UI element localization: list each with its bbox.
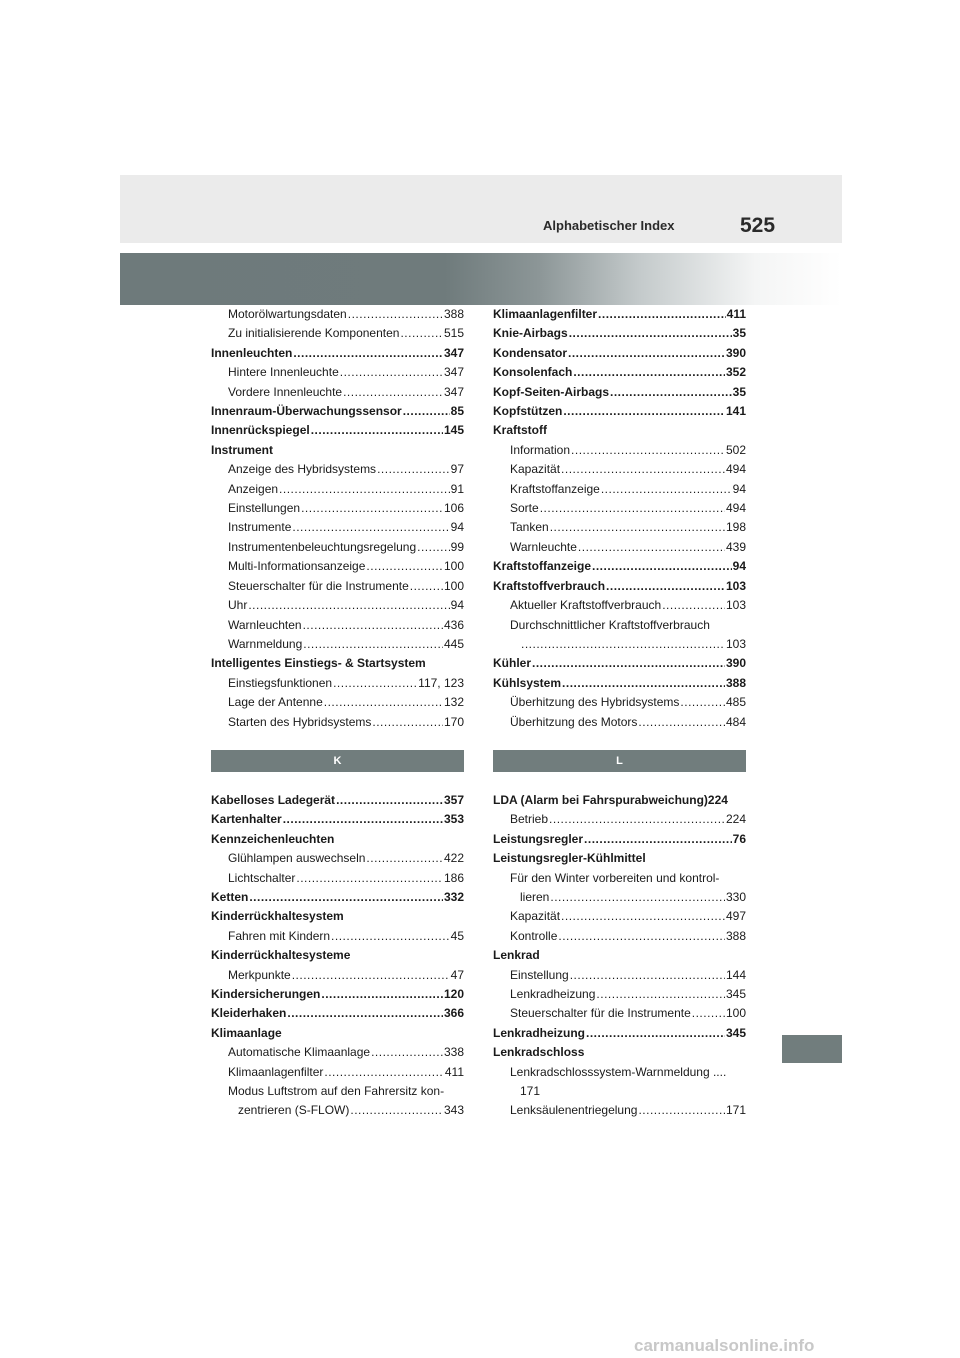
leader-dots <box>598 305 726 324</box>
leader-dots <box>279 480 450 499</box>
leader-dots <box>331 927 450 946</box>
index-entry <box>493 460 746 479</box>
index-entry <box>493 1004 746 1023</box>
page-number: 525 <box>740 214 776 237</box>
index-page-number: 35 <box>732 384 746 399</box>
leader-dots <box>610 383 732 402</box>
index-term: Lage der Antenne <box>228 695 323 710</box>
index-term: Instrumentenbeleuchtungsregelung <box>228 539 417 554</box>
index-term: Tanken <box>510 520 549 535</box>
index-page-number: 94 <box>732 481 746 496</box>
index-term: Anzeige des Hybridsystems <box>228 462 377 477</box>
index-page-number: 171 <box>725 1103 746 1118</box>
index-term: Kapazität <box>510 462 561 477</box>
index-term: 171 <box>520 1084 541 1099</box>
index-entry <box>211 596 464 615</box>
leader-dots <box>540 499 725 518</box>
index-page-number: 439 <box>725 539 746 554</box>
leader-dots <box>662 596 725 615</box>
leader-dots <box>570 966 725 985</box>
index-entry <box>211 927 464 946</box>
index-entry <box>211 830 464 849</box>
index-page-number: 388 <box>725 928 746 943</box>
index-entry <box>493 499 746 518</box>
leader-dots <box>549 810 725 829</box>
index-entry <box>493 596 746 615</box>
index-term: Intelligentes Einstiegs- & Startsystem <box>211 656 426 671</box>
letter-heading-k: K <box>211 750 464 772</box>
index-entry <box>211 888 464 907</box>
index-term: Für den Winter vorbereiten und kontrol- <box>510 870 720 885</box>
index-term: Überhitzung des Hybridsystems <box>510 695 680 710</box>
index-page-number: 494 <box>725 501 746 516</box>
index-entry <box>493 849 746 868</box>
leader-dots <box>311 421 443 440</box>
entry-list <box>493 791 746 1121</box>
leader-dots <box>606 577 725 596</box>
index-entry <box>211 402 464 421</box>
index-entry <box>211 305 464 324</box>
index-term: Klimaanlagenfilter <box>493 307 598 321</box>
index-entry <box>493 1063 746 1082</box>
index-entry <box>211 460 464 479</box>
index-term: Zu initialisierende Komponenten <box>228 326 400 341</box>
index-term: Kindersicherungen <box>211 987 321 1001</box>
index-page-number: 422 <box>443 851 464 866</box>
index-term: Lenkrad <box>493 948 540 963</box>
index-entry <box>493 480 746 499</box>
index-entry <box>211 674 464 693</box>
leader-dots <box>592 557 732 576</box>
index-term: Kondensator <box>493 345 568 360</box>
index-page-number: 224 <box>725 812 746 827</box>
index-page-number: 366 <box>443 1006 464 1021</box>
index-entry <box>493 830 746 849</box>
index-term: Einstellungen <box>228 501 301 516</box>
leader-dots <box>584 830 732 849</box>
leader-dots <box>550 518 725 537</box>
leader-dots <box>573 363 725 382</box>
index-term: Aktueller Kraftstoffverbrauch <box>510 598 662 613</box>
index-term: Innenraum-Überwachungssensor <box>211 404 402 419</box>
index-entry <box>493 791 746 810</box>
index-entry <box>211 616 464 635</box>
index-page-number: 91 <box>450 481 464 496</box>
index-entry <box>493 518 746 537</box>
index-page-number: 494 <box>725 462 746 477</box>
index-entry <box>493 869 746 888</box>
index-page-number: 347 <box>443 365 464 380</box>
index-entry <box>493 1024 746 1043</box>
leader-dots <box>558 927 725 946</box>
index-entry <box>211 1063 464 1082</box>
index-term: Vordere Innenleuchte <box>228 384 343 399</box>
index-entry <box>211 324 464 343</box>
leader-dots <box>248 596 449 615</box>
index-entry <box>211 480 464 499</box>
index-entry <box>211 907 464 926</box>
index-term: LDA (Alarm bei Fahrspurabweichung)224 <box>493 792 728 807</box>
index-entry <box>493 538 746 557</box>
leader-dots <box>293 344 443 363</box>
index-page-number: 170 <box>443 714 464 729</box>
index-entry <box>211 966 464 985</box>
entry-list <box>493 305 746 732</box>
index-entry <box>211 441 464 460</box>
index-term: Kontrolle <box>510 928 558 943</box>
index-page-number: 144 <box>725 967 746 982</box>
index-entry <box>493 713 746 732</box>
index-term: Uhr <box>228 598 248 613</box>
index-term: Kinderrückhaltesystem <box>211 909 344 924</box>
leader-dots <box>336 791 443 810</box>
leader-dots <box>350 1101 443 1120</box>
leader-dots <box>324 693 443 712</box>
leader-dots <box>532 654 725 673</box>
index-entry <box>493 635 746 654</box>
index-term: Fahren mit Kindern <box>228 928 331 943</box>
index-page-number: 97 <box>450 462 464 477</box>
index-term: Lenkradheizung <box>493 1025 586 1040</box>
index-page-number: 332 <box>443 889 464 904</box>
index-entry <box>493 927 746 946</box>
index-term: Konsolenfach <box>493 365 573 380</box>
leader-dots <box>303 616 443 635</box>
index-entry <box>211 557 464 576</box>
index-entry <box>211 946 464 965</box>
leader-dots <box>550 888 725 907</box>
index-page-number: 345 <box>725 1025 746 1040</box>
index-page-number: 445 <box>443 636 464 651</box>
index-page-number: 100 <box>443 578 464 593</box>
index-page-number: 330 <box>725 889 746 904</box>
index-page-number: 388 <box>725 675 746 690</box>
index-page-number: 117, 123 <box>418 675 464 690</box>
index-term: Warnleuchten <box>228 617 302 632</box>
index-page-number: 390 <box>725 656 746 671</box>
index-term: Sorte <box>510 501 539 516</box>
index-entry <box>211 1082 464 1101</box>
index-term: Multi-Informationsanzeige <box>228 559 366 574</box>
index-column-right <box>493 305 746 1121</box>
index-page-number: 94 <box>732 559 746 574</box>
leader-dots <box>324 1063 443 1082</box>
index-entry <box>493 1082 746 1101</box>
index-term: Leistungsregler-Kühlmittel <box>493 851 646 866</box>
index-term: Betrieb <box>510 812 549 827</box>
index-term: Warnmeldung <box>228 636 303 651</box>
index-page-number: 357 <box>443 792 464 807</box>
index-entry <box>493 324 746 343</box>
index-page-number: 99 <box>450 539 464 554</box>
index-term: Innenrückspiegel <box>211 423 310 438</box>
leader-dots <box>569 324 732 343</box>
header-band <box>120 175 842 243</box>
index-page-number: 388 <box>443 307 464 321</box>
index-term: Merkpunkte <box>228 967 291 982</box>
chapter-side-tab <box>782 1035 842 1063</box>
index-term: Kraftstoffverbrauch <box>493 578 606 593</box>
index-page-number: 120 <box>443 987 464 1001</box>
index-entry <box>211 810 464 829</box>
index-term: Kühler <box>493 656 532 671</box>
index-term: Durchschnittlicher Kraftstoffverbrauch <box>510 617 710 632</box>
index-term: Überhitzung des Motors <box>510 714 638 729</box>
index-entry <box>211 518 464 537</box>
index-page-number: 76 <box>732 831 746 846</box>
leader-dots <box>561 907 725 926</box>
leader-dots <box>562 674 725 693</box>
index-entry <box>211 344 464 363</box>
index-term: Kopfstützen <box>493 404 563 419</box>
index-entry <box>493 654 746 673</box>
leader-dots <box>417 538 450 557</box>
leader-dots <box>287 1004 443 1023</box>
index-page-number: 390 <box>725 345 746 360</box>
index-entry <box>211 635 464 654</box>
index-entry <box>493 674 746 693</box>
leader-dots <box>568 344 725 363</box>
index-term: Instrument <box>211 442 274 457</box>
index-entry <box>493 966 746 985</box>
leader-dots <box>366 557 443 576</box>
index-page-number: 103 <box>725 598 746 613</box>
index-entry <box>211 363 464 382</box>
index-entry <box>493 616 746 635</box>
index-page-number: 515 <box>443 326 464 341</box>
index-entry <box>211 693 464 712</box>
index-term: Warnleuchte <box>510 539 577 554</box>
index-term: Information <box>510 442 571 457</box>
watermark: carmanualsonline.info <box>634 1336 815 1355</box>
leader-dots <box>292 966 450 985</box>
index-term: Lenkradschlosssystem-Warnmeldung .... <box>510 1064 727 1079</box>
leader-dots <box>283 810 443 829</box>
index-page-number: 411 <box>444 1064 464 1079</box>
leader-dots <box>343 383 443 402</box>
index-page-number: 347 <box>443 345 464 360</box>
index-term: Glühlampen auswechseln <box>228 851 366 866</box>
index-page-number: 47 <box>450 967 464 982</box>
index-term: Kühlsystem <box>493 675 562 690</box>
index-term: Lenkradheizung <box>510 987 596 1001</box>
index-entry <box>493 985 746 1004</box>
index-entry <box>493 441 746 460</box>
index-entry <box>493 363 746 382</box>
index-page-number: 141 <box>725 404 746 419</box>
index-page-number: 100 <box>443 559 464 574</box>
section-title: Alphabetischer Index <box>543 218 675 233</box>
index-entry <box>211 654 464 673</box>
leader-dots <box>348 305 443 324</box>
index-page-number: 106 <box>443 501 464 516</box>
index-term: lieren <box>520 889 550 904</box>
leader-dots <box>303 635 443 654</box>
index-page-number: 145 <box>443 423 464 438</box>
leader-dots <box>638 713 725 732</box>
index-term: Starten des Hybridsystems <box>228 714 372 729</box>
leader-dots <box>410 577 443 596</box>
index-entry <box>493 557 746 576</box>
index-entry <box>493 577 746 596</box>
leader-dots <box>521 635 725 654</box>
leader-dots <box>638 1101 725 1120</box>
index-term: Motorölwartungsdaten <box>228 307 347 321</box>
leader-dots <box>680 693 725 712</box>
leader-dots <box>292 518 449 537</box>
leader-dots <box>403 402 450 421</box>
index-term: Kraftstoff <box>493 423 547 438</box>
index-entry <box>493 383 746 402</box>
index-entry <box>493 888 746 907</box>
leader-dots <box>333 674 417 693</box>
index-entry <box>211 499 464 518</box>
leader-dots <box>372 713 443 732</box>
index-entry <box>493 305 746 324</box>
index-page-number: 132 <box>443 695 464 710</box>
leader-dots <box>586 1024 725 1043</box>
entry-list <box>211 791 464 1121</box>
index-entry <box>211 869 464 888</box>
index-page-number: 35 <box>732 326 746 341</box>
index-page-number: 497 <box>725 909 746 924</box>
leader-dots <box>340 363 443 382</box>
leader-dots <box>578 538 725 557</box>
index-term: Hintere Innenleuchte <box>228 365 339 380</box>
index-term: Steuerschalter für die Instrumente <box>228 578 409 593</box>
index-entry <box>493 1043 746 1062</box>
leader-dots <box>563 402 725 421</box>
index-entry <box>211 713 464 732</box>
index-term: Kraftstoffanzeige <box>493 559 592 574</box>
leader-dots <box>400 324 443 343</box>
leader-dots <box>561 460 725 479</box>
index-page-number: 85 <box>450 404 464 419</box>
index-term: Kinderrückhaltesysteme <box>211 948 351 963</box>
index-page-number: 345 <box>725 987 746 1001</box>
index-entry <box>211 985 464 1004</box>
index-term: Steuerschalter für die Instrumente <box>510 1006 691 1021</box>
index-page-number: 198 <box>725 520 746 535</box>
index-entry <box>493 810 746 829</box>
index-entry <box>211 1004 464 1023</box>
index-term: Ketten <box>211 889 249 904</box>
index-entry <box>493 421 746 440</box>
index-page-number: 94 <box>450 520 464 535</box>
index-term: Lenksäulenentriegelung <box>510 1103 638 1118</box>
index-term: Kraftstoffanzeige <box>510 481 600 496</box>
index-page-number: 103 <box>725 636 746 651</box>
index-page-number: 100 <box>725 1006 746 1021</box>
index-term: Lichtschalter <box>228 870 296 885</box>
index-page-number: 484 <box>725 714 746 729</box>
index-page-number: 338 <box>443 1045 464 1060</box>
index-term: Kabelloses Ladegerät <box>211 792 336 807</box>
leader-dots <box>301 499 443 518</box>
index-entry <box>211 383 464 402</box>
index-page-number: 186 <box>443 870 464 885</box>
index-entry <box>493 1101 746 1120</box>
index-entry <box>211 849 464 868</box>
index-page-number: 343 <box>443 1103 464 1118</box>
index-term: Lenkradschloss <box>493 1045 585 1060</box>
index-term: Kennzeichenleuchten <box>211 831 335 846</box>
index-term: Leistungsregler <box>493 831 584 846</box>
index-term: Anzeigen <box>228 481 279 496</box>
index-entry <box>493 344 746 363</box>
index-term: Innenleuchten <box>211 345 293 360</box>
index-entry <box>211 421 464 440</box>
index-page-number: 103 <box>725 578 746 593</box>
leader-dots <box>596 985 725 1004</box>
index-term: Kopf-Seiten-Airbags <box>493 384 610 399</box>
leader-dots <box>377 460 450 479</box>
index-term: Instrumente <box>228 520 292 535</box>
index-entry <box>493 946 746 965</box>
index-page-number: 502 <box>725 442 746 457</box>
index-term: Einstiegsfunktionen <box>228 675 333 690</box>
entry-list <box>211 305 464 732</box>
index-term: zentrieren (S-FLOW) <box>238 1103 350 1118</box>
index-entry <box>211 577 464 596</box>
index-entry <box>493 693 746 712</box>
index-term: Automatische Klimaanlage <box>228 1045 371 1060</box>
index-entry <box>211 538 464 557</box>
index-entry <box>211 1024 464 1043</box>
leader-dots <box>296 869 443 888</box>
index-entry <box>211 1043 464 1062</box>
index-page-number: 45 <box>450 928 464 943</box>
index-entry <box>211 1101 464 1120</box>
index-term: Knie-Airbags <box>493 326 568 341</box>
index-column-left <box>211 305 464 1121</box>
index-term: Einstellung <box>510 967 569 982</box>
index-page-number: 347 <box>443 384 464 399</box>
index-term: Klimaanlage <box>211 1025 282 1040</box>
leader-dots <box>321 985 443 1004</box>
leader-dots <box>692 1004 725 1023</box>
index-entry <box>493 907 746 926</box>
index-entry <box>493 402 746 421</box>
leader-dots <box>601 480 732 499</box>
index-term: Klimaanlagenfilter <box>228 1064 324 1079</box>
index-term: Kapazität <box>510 909 561 924</box>
decorative-gradient-bar <box>120 253 842 305</box>
index-term: Kleiderhaken <box>211 1006 287 1021</box>
leader-dots <box>366 849 443 868</box>
leader-dots <box>571 441 725 460</box>
index-page-number: 411 <box>726 307 746 321</box>
leader-dots <box>249 888 443 907</box>
leader-dots <box>371 1043 443 1062</box>
index-page-number: 352 <box>725 365 746 380</box>
index-page-number: 485 <box>725 695 746 710</box>
index-page-number: 436 <box>443 617 464 632</box>
index-page-number: 94 <box>450 598 464 613</box>
index-term: Kartenhalter <box>211 812 282 827</box>
letter-heading-l: L <box>493 750 746 772</box>
index-entry <box>211 791 464 810</box>
index-page-number: 353 <box>443 812 464 827</box>
index-term: Modus Luftstrom auf den Fahrersitz kon- <box>228 1084 445 1099</box>
